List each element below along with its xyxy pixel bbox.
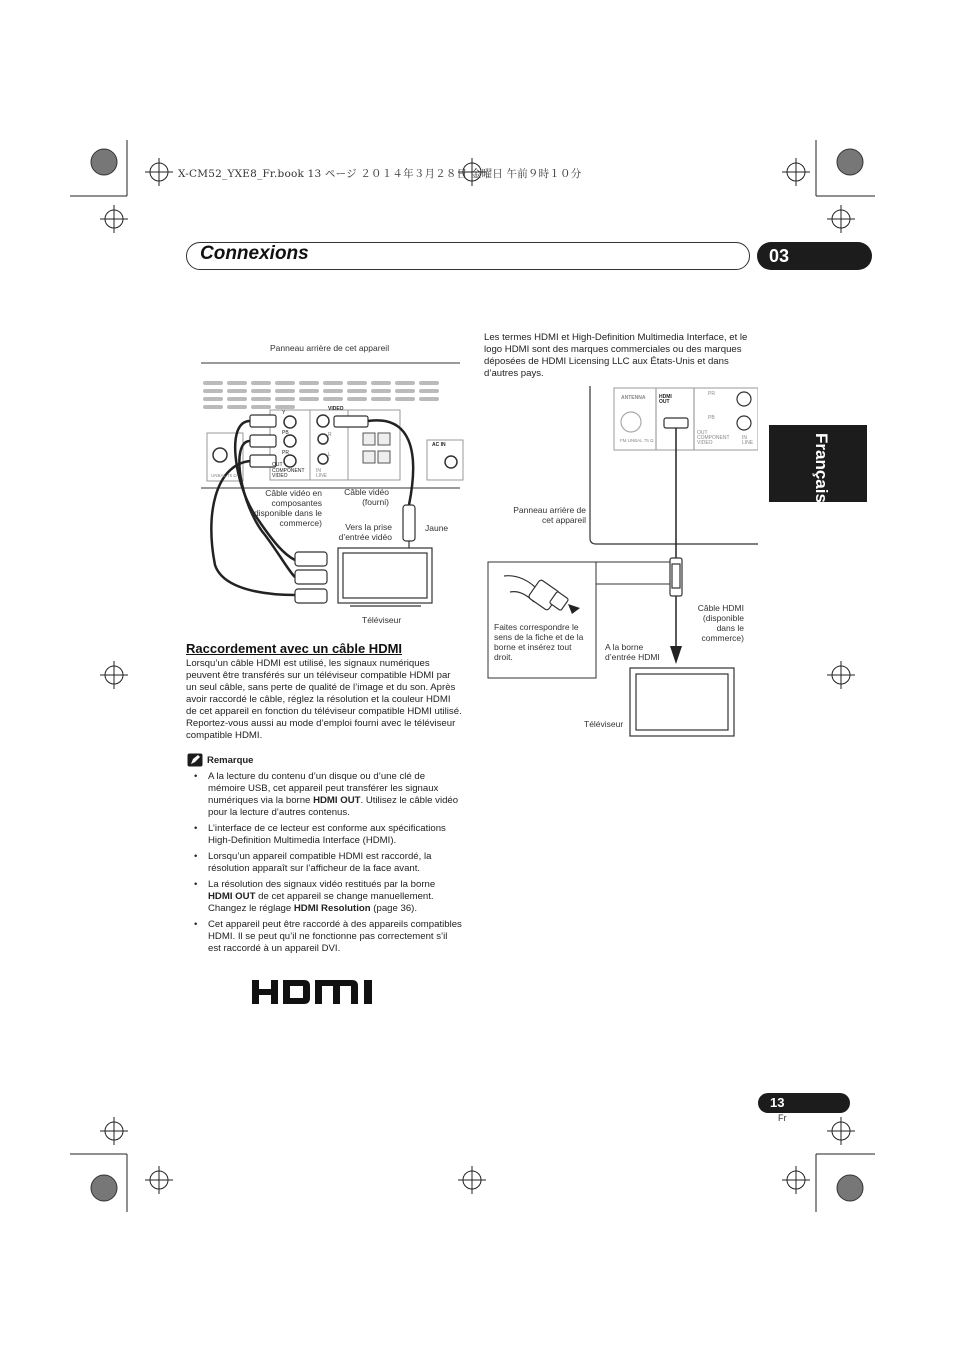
hdmi-section-heading: Raccordement avec un câble HDMI [186, 641, 403, 656]
label-ac-in: AC IN [432, 442, 446, 448]
label-out-right: OUT [697, 430, 708, 436]
label-pb-right: PB [708, 415, 715, 421]
label-component-video-right: COMPONENT VIDEO [697, 435, 730, 446]
note-item: • Lorsqu’un appareil compatible HDMI est raccordé, la résolution apparaît sur l’afficheur de la face avant. [200, 851, 462, 875]
yellow-label: Jaune [425, 523, 449, 533]
to-video-input-label: Vers la prise d’entrée vidéo [338, 522, 392, 542]
label-unbal: UNBAL 75 Ω [211, 473, 237, 478]
label-component-video: COMPONENT VIDEO [272, 468, 305, 479]
label-video: VIDEO [328, 406, 344, 412]
tv-label-left: Téléviseur [362, 615, 402, 625]
video-cable-label: Câble vidéo (fourni) [344, 487, 389, 507]
label-l: L [328, 452, 331, 458]
plug-instruction: Faites correspondre le sens de la fiche et de la borne et insérez tout droit. [494, 622, 584, 662]
label-in-line: IN LINE [316, 468, 328, 479]
component-cable-label: Câble vidéo en composantes (disponible dans le commerce) [251, 488, 322, 528]
label-fm: FM UNBAL 75 Ω [620, 438, 654, 443]
note-item: • A la lecture du contenu d’un disque ou d’une clé de mémoire USB, cet appareil peut transférer les signaux numériques via la borne HDMI OUT. Utilisez le câble vidéo pour la lecture d’autres contenus. [200, 771, 462, 819]
hdmi-logo [252, 980, 384, 1004]
label-y: Y [282, 410, 286, 416]
notes-list [200, 771, 462, 959]
book-file-line: X-CM52_YXE8_Fr.book 13 ページ ２０１４年３月２８日 金曜日 午前９時１０分 [178, 168, 582, 180]
label-hdmi-out: HDMI OUT [659, 394, 672, 405]
trademark-paragraph: Les termes HDMI et High-Definition Multimedia Interface, et le logo HDMI sont des marques commerciales ou des marques déposées de HDMI Licensing LLC aux États-Unis et dans d’autres pays. [484, 332, 748, 379]
left-figure-caption: Panneau arrière de cet appareil [270, 343, 390, 353]
label-pr-right: PR [708, 391, 715, 397]
to-hdmi-input-label: A la borne d’entrée HDMI [605, 642, 660, 662]
label-antenna: ANTENNA [621, 395, 646, 401]
page-number: 13 [758, 1093, 850, 1113]
chapter-number: 03 [757, 242, 872, 270]
label-pr: PR [282, 450, 289, 456]
language-tab [769, 425, 867, 502]
label-pb: PB [282, 430, 289, 436]
chapter-title: Connexions [200, 243, 309, 264]
hdmi-cable-label: Câble HDMI (disponible dans le commerce) [697, 603, 744, 643]
label-out: OUT [272, 462, 283, 468]
label-r: R [328, 432, 332, 438]
note-item: • L’interface de ce lecteur est conforme aux spécifications High-Definition Multimedia Interface (HDMI). [200, 823, 462, 847]
language-code: Fr [778, 1113, 787, 1123]
rear-panel-caption-right: Panneau arrière de cet appareil [513, 505, 586, 525]
label-in-line-right: IN LINE [742, 435, 754, 446]
note-item: • La résolution des signaux vidéo restitués par la borne HDMI OUT de cet appareil se change manuellement. Changez le réglage HDMI Resolution (page 36). [200, 879, 462, 915]
hdmi-section-paragraph: Lorsqu’un câble HDMI est utilisé, les signaux numériques peuvent être transférés sur un téléviseur compatible HDMI par un seul câble, sans perte de qualité de l’image et du son. Après avoir raccordé le câble, réglez la résolution et la couleur HDMI de cet appareil en fonction du téléviseur compatible HDMI utilisé. Reportez-vous aussi au mode d’emploi fourni avec le téléviseur compatible HDMI. [186, 658, 462, 741]
note-icon [187, 753, 203, 767]
tv-label-right: Téléviseur [584, 719, 624, 729]
language-tab-label: Français [812, 433, 831, 503]
note-label: Remarque [207, 755, 254, 766]
component-video-diagram [195, 355, 465, 615]
note-item: • Cet appareil peut être raccordé à des appareils compatibles HDMI. Il se peut qu’il ne fonctionne pas correctement s’il est raccordé à un appareil DVI. [200, 919, 462, 955]
